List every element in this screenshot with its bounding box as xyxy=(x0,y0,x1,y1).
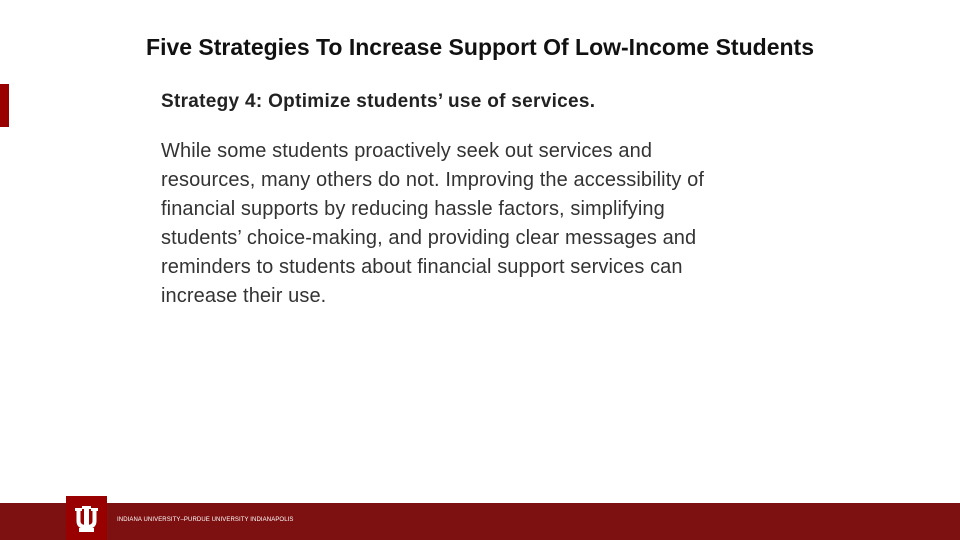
slide-content xyxy=(161,91,851,311)
body-line: increase their use. xyxy=(161,285,327,307)
body-line: reminders to students about financial support services can xyxy=(161,256,683,278)
body-line: resources, many others do not. Improving the accessibility of xyxy=(161,169,705,191)
body-paragraph xyxy=(161,137,851,311)
body-line: students’ choice-making, and providing clear messages and xyxy=(161,227,697,249)
body-line: While some students proactively seek out services and xyxy=(161,140,653,162)
strategy-heading: Strategy 4: Optimize students’ use of services. xyxy=(161,91,596,112)
slide-title: Five Strategies To Increase Support Of Low-Income Students xyxy=(146,34,814,60)
accent-bar xyxy=(0,84,9,127)
institution-name: INDIANA UNIVERSITY–PURDUE UNIVERSITY INDIANAPOLIS xyxy=(117,517,294,523)
body-line: financial supports by reducing hassle factors, simplifying xyxy=(161,198,665,220)
iu-trident-logo-icon xyxy=(66,496,107,540)
